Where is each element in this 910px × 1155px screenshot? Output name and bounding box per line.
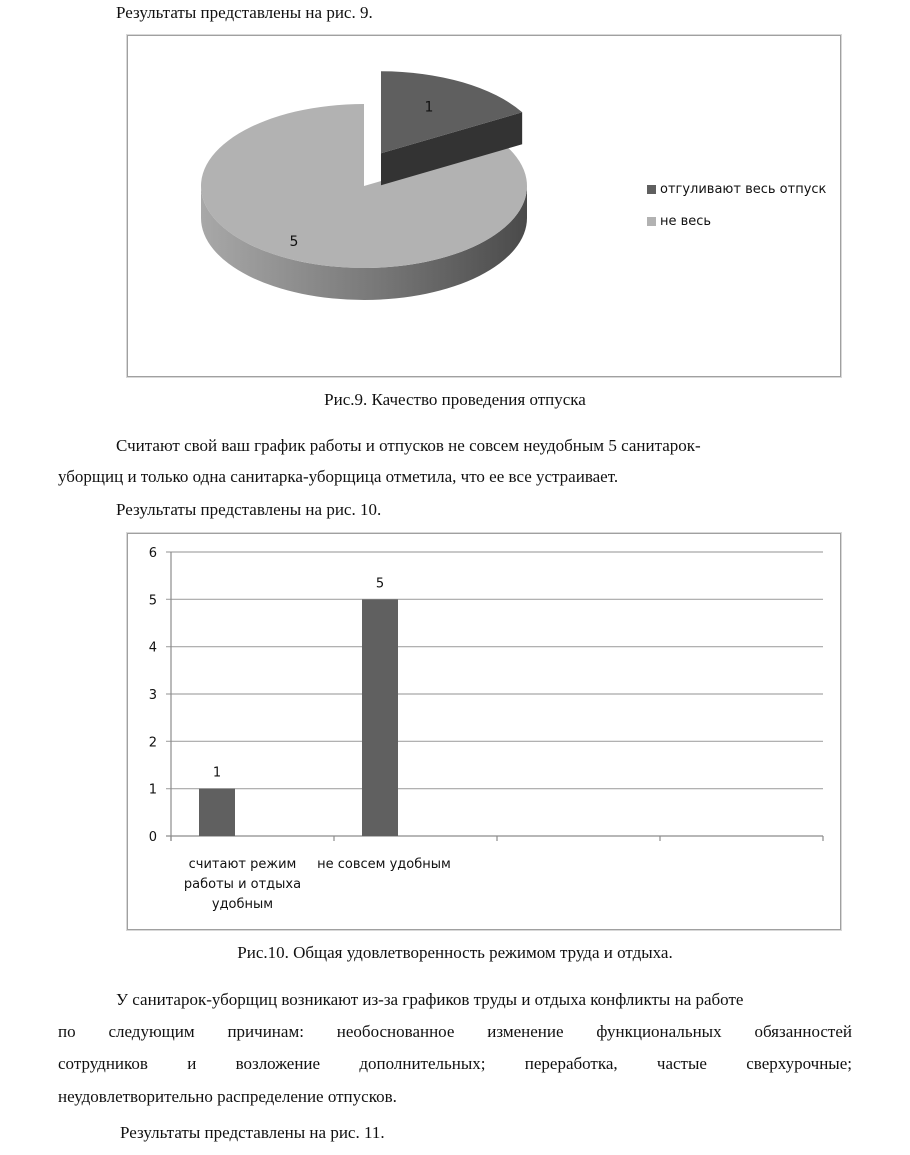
legend-label: не весь xyxy=(660,213,712,229)
bar-1 xyxy=(199,789,235,836)
y-tick-label: 4 xyxy=(148,640,157,656)
y-tick-label: 1 xyxy=(148,782,157,798)
bar-data-label: 1 xyxy=(212,765,222,781)
para2-line3: сотрудников и возложение дополнительных; переработка, частые сверхурочные; xyxy=(58,1054,852,1073)
legend-swatch-dark xyxy=(647,185,656,194)
caption-fig10: Рис.10. Общая удовлетворенность режимом труда и отдыха. xyxy=(237,943,673,962)
y-tick-label: 6 xyxy=(148,546,157,561)
bar-data-label: 5 xyxy=(375,576,385,592)
para2-line2: по следующим причинам: необоснованное изменение функциональных обязанностей xyxy=(58,1022,852,1041)
intro-fig9: Результаты представлены на рис. 9. xyxy=(116,3,373,22)
legend-item-full-vacation xyxy=(647,180,826,198)
x-category-label: удобным xyxy=(211,897,274,912)
pie-data-label-1: 1 xyxy=(424,99,434,116)
y-tick-label: 3 xyxy=(148,688,157,703)
bar-2 xyxy=(362,599,398,836)
para2-line4: неудовлетворительно распределение отпусков. xyxy=(58,1087,397,1106)
legend-swatch-light xyxy=(647,217,656,226)
para2-line1: У санитарок-уборщиц возникают из-за графиков труды и отдыха конфликты на работе xyxy=(116,990,744,1009)
y-tick-label: 5 xyxy=(148,593,157,609)
intro-fig11: Результаты представлены на рис. 11. xyxy=(120,1123,385,1142)
bar-chart xyxy=(128,534,840,929)
para1-line2: уборщиц и только одна санитарка-уборщица отметила, что ее все устраивает. xyxy=(58,467,619,486)
x-category-label: считают режим xyxy=(188,857,297,872)
x-category-label: не совсем удобным xyxy=(317,857,451,872)
pie-legend xyxy=(647,180,826,244)
pie-data-label-5: 5 xyxy=(289,234,299,250)
y-tick-label: 0 xyxy=(148,830,157,845)
pie-chart-frame xyxy=(127,35,841,377)
x-category-label: работы и отдыха xyxy=(183,877,302,892)
para1-line1: Считают свой ваш график работы и отпусков не совсем неудобным 5 санитарок- xyxy=(116,436,701,455)
caption-fig9: Рис.9. Качество проведения отпуска xyxy=(324,390,586,409)
bar-chart-frame xyxy=(127,533,841,930)
y-tick-label: 2 xyxy=(148,735,157,751)
legend-item-not-all xyxy=(647,212,826,230)
legend-label: отгуливают весь отпуск xyxy=(660,181,827,197)
intro-fig10: Результаты представлены на рис. 10. xyxy=(116,500,382,519)
